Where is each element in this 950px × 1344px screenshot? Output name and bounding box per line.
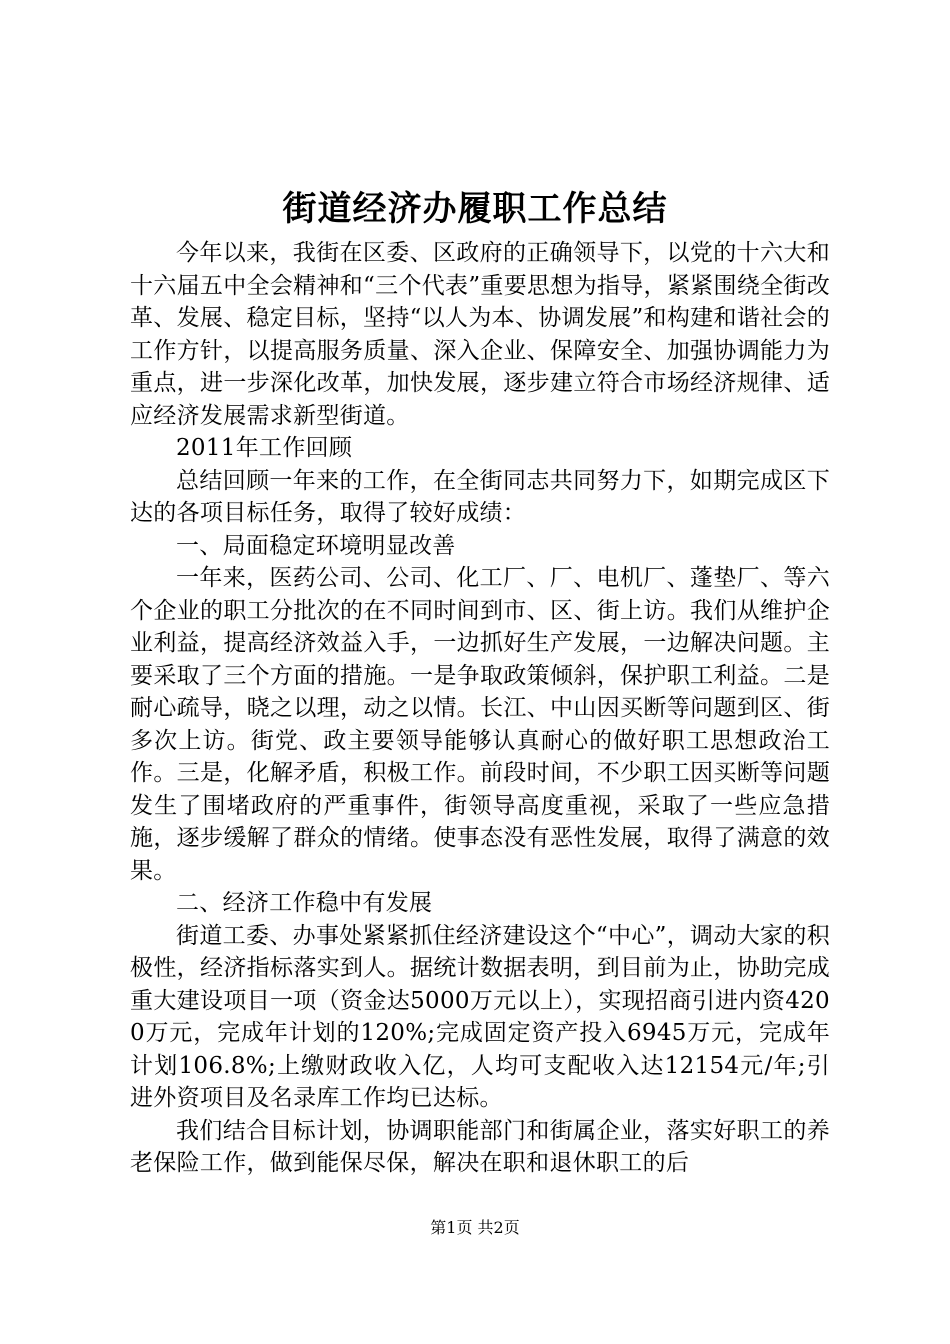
paragraph-intro: 今年以来，我街在区委、区政府的正确领导下，以党的十六大和十六届五中全会精神和“三个代表”重要思想为指导，紧紧围绕全街改革、发展、稳定目标，坚持“以人为本、协调发展”和构建和谐社会的工作方针，以提高服务质量、深入企业、保障安全、加强协调能力为重点，进一步深化改革，加快发展，逐步建立符合市场经济规律、适应经济发展需求新型街道。 — [130, 240, 830, 429]
page-footer: 第1页 共2页 — [430, 1218, 520, 1237]
document-body — [130, 237, 830, 1180]
paragraph-summary: 总结回顾一年来的工作，在全街同志共同努力下，如期完成区下达的各项目标任务，取得了较好成绩： — [130, 467, 830, 526]
paragraph-insurance: 我们结合目标计划，协调职能部门和街属企业，落实好职工的养老保险工作，做到能保尽保，解决在职和退休职工的后 — [130, 1117, 830, 1176]
section-heading-2: 二、经济工作稳中有发展 — [176, 890, 433, 916]
paragraph-stability: 一年来，医药公司、公司、化工厂、厂、电机厂、蓬垫厂、等六个企业的职工分批次的在不同时间到市、区、街上访。我们从维护企业利益，提高经济效益入手，一边抓好生产发展，一边解决问题。主要采取了三个方面的措施。一是争取政策倾斜，保护职工利益。二是耐心疏导，晓之以理，动之以情。长江、中山因买断等问题到区、街多次上访。街党、政主要领导能够认真耐心的做好职工思想政治工作。三是，化解矛盾，积极工作。前段时间，不少职工因买断等问题发生了围堵政府的严重事件，街领导高度重视，采取了一些应急措施，逐步缓解了群众的情绪。使事态没有恶性发展，取得了满意的效果。 — [130, 565, 830, 884]
section-heading-review: 2011年工作回顾 — [176, 435, 353, 461]
document-title: 街道经济办履职工作总结 — [282, 189, 668, 229]
paragraph-economy: 街道工委、办事处紧紧抓住经济建设这个“中心”，调动大家的积极性，经济指标落实到人。据统计数据表明，到目前为止，协助完成重大建设项目一项（资金达5000万元以上），实现招商引进内资4200万元，完成年计划的120%;完成固定资产投入6945万元，完成年计划106.8%;上缴财政收入亿，人均可支配收入达12154元/年;引进外资项目及名录库工作均已达标。 — [130, 922, 830, 1111]
section-heading-1: 一、局面稳定环境明显改善 — [176, 532, 456, 559]
